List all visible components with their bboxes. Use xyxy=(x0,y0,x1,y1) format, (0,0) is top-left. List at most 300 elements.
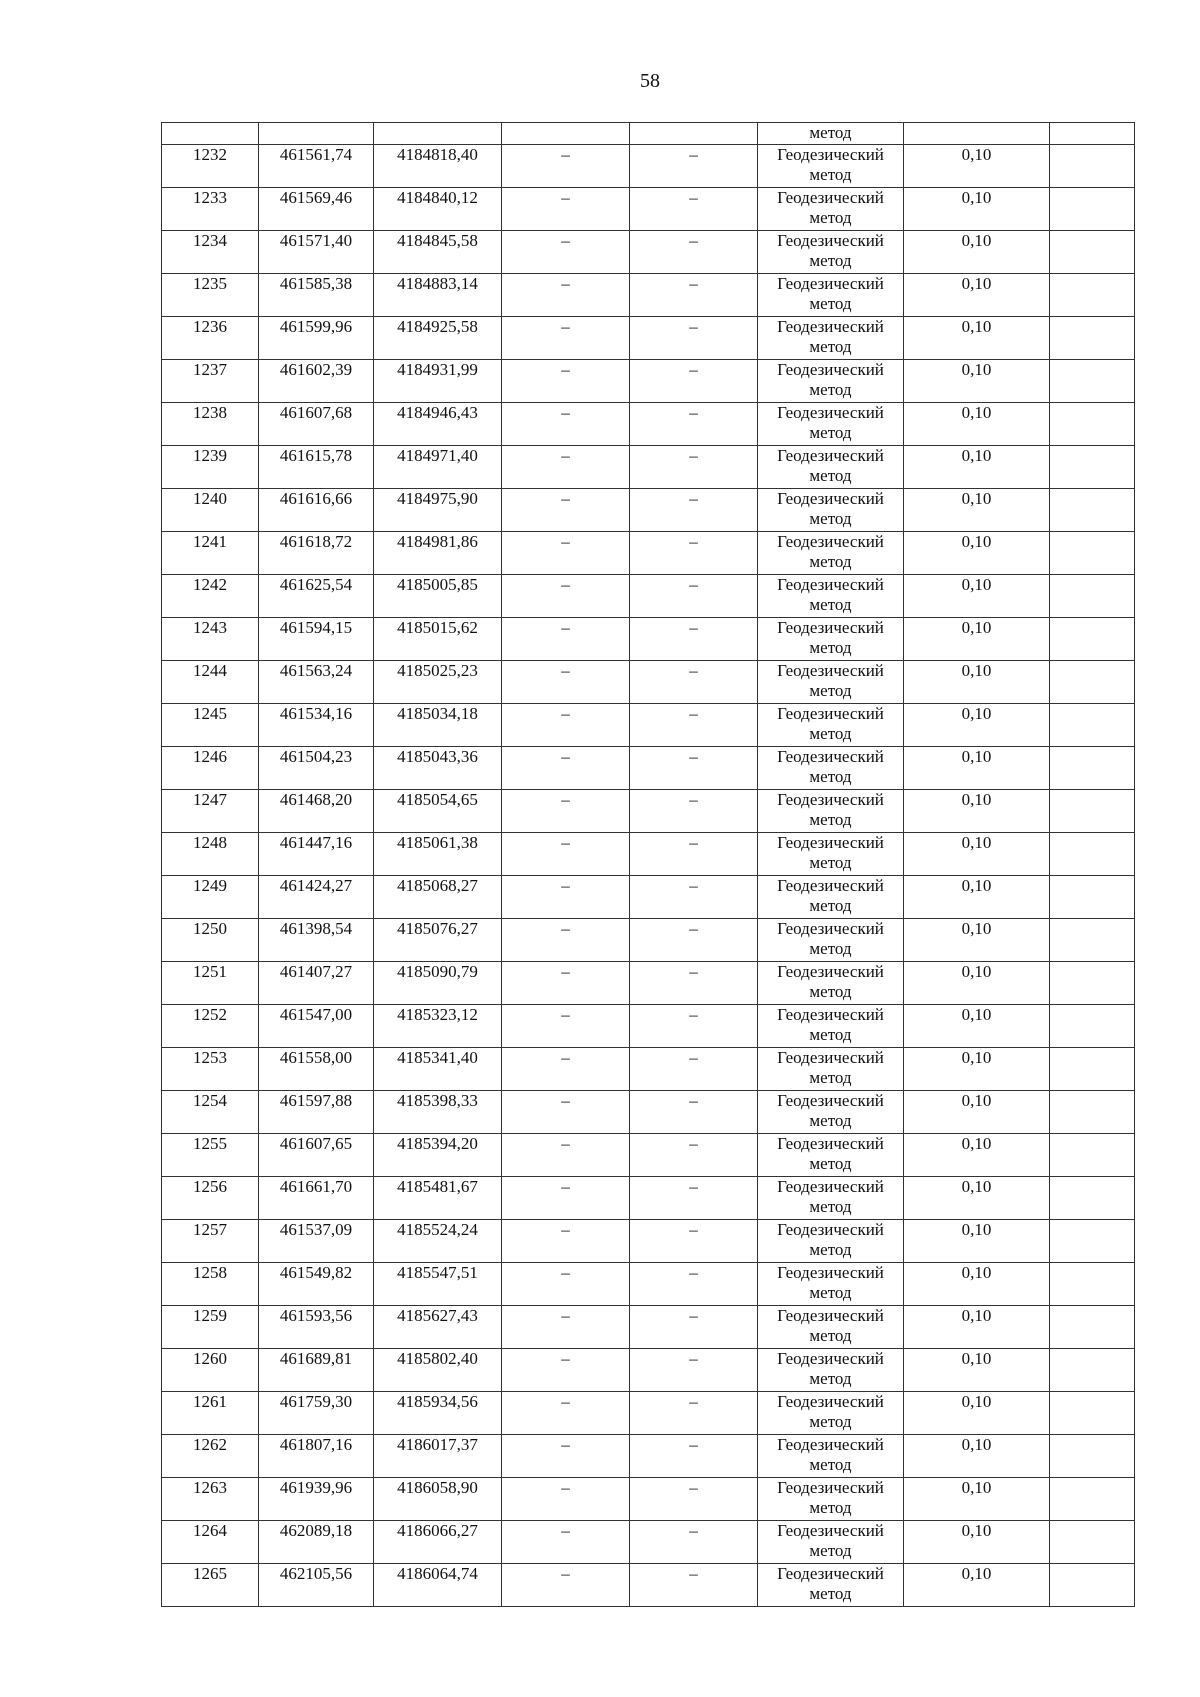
cell-empty xyxy=(1050,704,1135,747)
table-row xyxy=(162,1091,1135,1134)
cell-y-coordinate: 4185090,79 xyxy=(374,962,502,1005)
cell-point-number: 1260 xyxy=(162,1349,259,1392)
method-line2: метод xyxy=(809,1412,852,1431)
cell-y-coordinate: 4185034,18 xyxy=(374,704,502,747)
cell-x-coordinate: 461593,56 xyxy=(259,1306,374,1349)
cell-accuracy: 0,10 xyxy=(904,1349,1050,1392)
cell-y-coordinate: 4186058,90 xyxy=(374,1478,502,1521)
cell-col5: – xyxy=(630,1349,758,1392)
cell-col4: – xyxy=(502,145,630,188)
cell-method xyxy=(758,274,904,317)
cell-accuracy: 0,10 xyxy=(904,1564,1050,1607)
cell-empty xyxy=(1050,833,1135,876)
cell-x-coordinate: 461585,38 xyxy=(259,274,374,317)
method-line1: Геодезический xyxy=(777,1091,884,1110)
cell-empty xyxy=(1050,790,1135,833)
method-line2: метод xyxy=(809,466,852,485)
cell-col5: – xyxy=(630,446,758,489)
cell-y-coordinate: 4185547,51 xyxy=(374,1263,502,1306)
cell-accuracy: 0,10 xyxy=(904,747,1050,790)
cell-method xyxy=(758,532,904,575)
cell-point-number: 1253 xyxy=(162,1048,259,1091)
table-row xyxy=(162,962,1135,1005)
cell-method xyxy=(758,1048,904,1091)
table-row xyxy=(162,876,1135,919)
table-row xyxy=(162,1564,1135,1607)
cell-col4: – xyxy=(502,575,630,618)
table-row xyxy=(162,833,1135,876)
cell-point-number: 1234 xyxy=(162,231,259,274)
cell-y-coordinate: 4185061,38 xyxy=(374,833,502,876)
cell-empty xyxy=(1050,1521,1135,1564)
method-line2: метод xyxy=(809,1068,852,1087)
table-row xyxy=(162,231,1135,274)
cell-col5: – xyxy=(630,1521,758,1564)
cell-method xyxy=(758,1091,904,1134)
method-line1: Геодезический xyxy=(777,317,884,336)
cell-x-coordinate: 462089,18 xyxy=(259,1521,374,1564)
cell-y-coordinate: 4185627,43 xyxy=(374,1306,502,1349)
method-line2: метод xyxy=(809,1584,852,1603)
cell-empty xyxy=(1050,618,1135,661)
cell-y-coordinate: 4184818,40 xyxy=(374,145,502,188)
cell-col4: – xyxy=(502,489,630,532)
cell-col5: – xyxy=(630,575,758,618)
cell-x-coordinate: 461689,81 xyxy=(259,1349,374,1392)
cell-col4: – xyxy=(502,274,630,317)
cell-col5: – xyxy=(630,790,758,833)
method-line1: Геодезический xyxy=(777,1306,884,1325)
method-line2: метод xyxy=(809,552,852,571)
cell-x-coordinate: 461597,88 xyxy=(259,1091,374,1134)
cell-x-coordinate: 461424,27 xyxy=(259,876,374,919)
cell-method xyxy=(758,876,904,919)
method-line2: метод xyxy=(809,1541,852,1560)
cell-col5: – xyxy=(630,1134,758,1177)
table-row xyxy=(162,1306,1135,1349)
cell-col5: – xyxy=(630,403,758,446)
cell-col4: – xyxy=(502,919,630,962)
cell-y-coordinate: 4184931,99 xyxy=(374,360,502,403)
cell-x-coordinate: 461534,16 xyxy=(259,704,374,747)
cell-x-coordinate: 461547,00 xyxy=(259,1005,374,1048)
cell-accuracy: 0,10 xyxy=(904,274,1050,317)
cell-method xyxy=(758,489,904,532)
table-row xyxy=(162,747,1135,790)
cell-point-number: 1255 xyxy=(162,1134,259,1177)
cell-empty xyxy=(1050,317,1135,360)
cell-method xyxy=(758,1478,904,1521)
cell-method xyxy=(758,1435,904,1478)
cell-method xyxy=(758,360,904,403)
cell-empty xyxy=(1050,962,1135,1005)
method-line2: метод xyxy=(809,294,852,313)
cell-empty xyxy=(630,123,758,145)
cell-empty xyxy=(1050,1564,1135,1607)
table-row xyxy=(162,1263,1135,1306)
cell-accuracy: 0,10 xyxy=(904,1005,1050,1048)
cell-y-coordinate: 4186066,27 xyxy=(374,1521,502,1564)
cell-empty xyxy=(1050,747,1135,790)
cell-x-coordinate: 461549,82 xyxy=(259,1263,374,1306)
cell-x-coordinate: 461468,20 xyxy=(259,790,374,833)
cell-col5: – xyxy=(630,876,758,919)
method-line1: Геодезический xyxy=(777,1521,884,1540)
cell-accuracy: 0,10 xyxy=(904,1177,1050,1220)
cell-y-coordinate: 4185802,40 xyxy=(374,1349,502,1392)
method-line1: Геодезический xyxy=(777,1478,884,1497)
method-line2: метод xyxy=(809,767,852,786)
cell-empty xyxy=(1050,1220,1135,1263)
method-line1: Геодезический xyxy=(777,446,884,465)
method-line2: метод xyxy=(809,337,852,356)
method-line1: Геодезический xyxy=(777,661,884,680)
cell-y-coordinate: 4185481,67 xyxy=(374,1177,502,1220)
cell-empty xyxy=(1050,1005,1135,1048)
method-line2: метод xyxy=(809,853,852,872)
table-row xyxy=(162,1435,1135,1478)
cell-point-number: 1263 xyxy=(162,1478,259,1521)
cell-col4: – xyxy=(502,532,630,575)
cell-method xyxy=(758,231,904,274)
cell-empty xyxy=(1050,1048,1135,1091)
cell-col4: – xyxy=(502,1521,630,1564)
cell-y-coordinate: 4185398,33 xyxy=(374,1091,502,1134)
method-line1: Геодезический xyxy=(777,1392,884,1411)
cell-point-number: 1232 xyxy=(162,145,259,188)
cell-col5: – xyxy=(630,360,758,403)
method-line1: Геодезический xyxy=(777,403,884,422)
cell-col5: – xyxy=(630,661,758,704)
cell-empty xyxy=(904,123,1050,145)
cell-col4: – xyxy=(502,317,630,360)
cell-col4: – xyxy=(502,1048,630,1091)
cell-point-number: 1246 xyxy=(162,747,259,790)
cell-accuracy: 0,10 xyxy=(904,1306,1050,1349)
method-line1: Геодезический xyxy=(777,575,884,594)
cell-point-number: 1249 xyxy=(162,876,259,919)
cell-method xyxy=(758,618,904,661)
cell-point-number: 1247 xyxy=(162,790,259,833)
cell-empty xyxy=(1050,876,1135,919)
cell-accuracy: 0,10 xyxy=(904,446,1050,489)
table-row xyxy=(162,145,1135,188)
method-line2: метод xyxy=(809,423,852,442)
cell-accuracy: 0,10 xyxy=(904,1048,1050,1091)
cell-point-number: 1261 xyxy=(162,1392,259,1435)
cell-x-coordinate: 461607,65 xyxy=(259,1134,374,1177)
method-line2: метод xyxy=(809,1283,852,1302)
cell-col4: – xyxy=(502,360,630,403)
cell-x-coordinate: 461504,23 xyxy=(259,747,374,790)
cell-accuracy: 0,10 xyxy=(904,1263,1050,1306)
table-row xyxy=(162,274,1135,317)
cell-col5: – xyxy=(630,188,758,231)
cell-col5: – xyxy=(630,145,758,188)
method-line1: Геодезический xyxy=(777,747,884,766)
cell-col4: – xyxy=(502,403,630,446)
cell-y-coordinate: 4185025,23 xyxy=(374,661,502,704)
cell-point-number: 1241 xyxy=(162,532,259,575)
cell-col4: – xyxy=(502,618,630,661)
table-row xyxy=(162,618,1135,661)
cell-col4: – xyxy=(502,704,630,747)
cell-col4: – xyxy=(502,833,630,876)
cell-col5: – xyxy=(630,1392,758,1435)
cell-col5: – xyxy=(630,1048,758,1091)
cell-accuracy: 0,10 xyxy=(904,317,1050,360)
cell-x-coordinate: 461602,39 xyxy=(259,360,374,403)
cell-accuracy: 0,10 xyxy=(904,1435,1050,1478)
cell-col4: – xyxy=(502,231,630,274)
cell-accuracy: 0,10 xyxy=(904,532,1050,575)
cell-method xyxy=(758,188,904,231)
cell-empty xyxy=(1050,360,1135,403)
cell-y-coordinate: 4184883,14 xyxy=(374,274,502,317)
cell-x-coordinate: 461616,66 xyxy=(259,489,374,532)
cell-x-coordinate: 461615,78 xyxy=(259,446,374,489)
method-line1: Геодезический xyxy=(777,1220,884,1239)
cell-method xyxy=(758,1177,904,1220)
cell-accuracy: 0,10 xyxy=(904,188,1050,231)
table-row xyxy=(162,1177,1135,1220)
cell-y-coordinate: 4185323,12 xyxy=(374,1005,502,1048)
cell-col4: – xyxy=(502,188,630,231)
table-row xyxy=(162,1349,1135,1392)
cell-accuracy: 0,10 xyxy=(904,790,1050,833)
method-line2: метод xyxy=(809,251,852,270)
cell-method xyxy=(758,1134,904,1177)
method-line1: Геодезический xyxy=(777,1435,884,1454)
cell-point-number: 1236 xyxy=(162,317,259,360)
cell-x-coordinate: 461625,54 xyxy=(259,575,374,618)
cell-point-number: 1233 xyxy=(162,188,259,231)
method-line2: метод xyxy=(809,982,852,1001)
cell-method xyxy=(758,747,904,790)
cell-accuracy: 0,10 xyxy=(904,1091,1050,1134)
cell-y-coordinate: 4185076,27 xyxy=(374,919,502,962)
cell-empty xyxy=(1050,661,1135,704)
cell-x-coordinate: 461599,96 xyxy=(259,317,374,360)
cell-method xyxy=(758,1349,904,1392)
cell-y-coordinate: 4184971,40 xyxy=(374,446,502,489)
method-line2: метод xyxy=(809,1455,852,1474)
method-line1: Геодезический xyxy=(777,1048,884,1067)
cell-empty xyxy=(1050,123,1135,145)
method-line2: метод xyxy=(809,1369,852,1388)
method-line2: метод xyxy=(809,1025,852,1044)
cell-col4: – xyxy=(502,1349,630,1392)
cell-method xyxy=(758,1005,904,1048)
cell-accuracy: 0,10 xyxy=(904,1521,1050,1564)
cell-col5: – xyxy=(630,231,758,274)
cell-y-coordinate: 4185524,24 xyxy=(374,1220,502,1263)
cell-method xyxy=(758,403,904,446)
cell-empty xyxy=(1050,403,1135,446)
cell-point-number: 1250 xyxy=(162,919,259,962)
cell-col5: – xyxy=(630,1091,758,1134)
table-row xyxy=(162,1478,1135,1521)
cell-y-coordinate: 4185341,40 xyxy=(374,1048,502,1091)
table-row xyxy=(162,919,1135,962)
cell-y-coordinate: 4184975,90 xyxy=(374,489,502,532)
method-line1: Геодезический xyxy=(777,1263,884,1282)
method-line2: метод xyxy=(809,1240,852,1259)
cell-method xyxy=(758,446,904,489)
cell-col5: – xyxy=(630,747,758,790)
cell-point-number: 1265 xyxy=(162,1564,259,1607)
cell-x-coordinate: 461398,54 xyxy=(259,919,374,962)
cell-col5: – xyxy=(630,317,758,360)
cell-point-number: 1242 xyxy=(162,575,259,618)
cell-accuracy: 0,10 xyxy=(904,360,1050,403)
cell-col5: – xyxy=(630,532,758,575)
cell-y-coordinate: 4186017,37 xyxy=(374,1435,502,1478)
method-line1: Геодезический xyxy=(777,360,884,379)
method-line1: Геодезический xyxy=(777,489,884,508)
cell-x-coordinate: 461939,96 xyxy=(259,1478,374,1521)
cell-empty xyxy=(1050,1349,1135,1392)
cell-empty xyxy=(1050,1177,1135,1220)
cell-y-coordinate: 4185015,62 xyxy=(374,618,502,661)
cell-accuracy: 0,10 xyxy=(904,1478,1050,1521)
method-line1: Геодезический xyxy=(777,1564,884,1583)
cell-col4: – xyxy=(502,1564,630,1607)
cell-method-continued: метод xyxy=(758,123,904,145)
cell-point-number: 1258 xyxy=(162,1263,259,1306)
table-row xyxy=(162,317,1135,360)
cell-col5: – xyxy=(630,1177,758,1220)
cell-x-coordinate: 461537,09 xyxy=(259,1220,374,1263)
table-row xyxy=(162,489,1135,532)
table-row xyxy=(162,1005,1135,1048)
method-line1: Геодезический xyxy=(777,618,884,637)
table-row xyxy=(162,188,1135,231)
cell-empty xyxy=(1050,1134,1135,1177)
method-line1: Геодезический xyxy=(777,962,884,981)
table-row xyxy=(162,575,1135,618)
cell-col4: – xyxy=(502,1435,630,1478)
cell-col5: – xyxy=(630,833,758,876)
cell-col5: – xyxy=(630,1263,758,1306)
method-line1: Геодезический xyxy=(777,188,884,207)
page-number: 58 xyxy=(640,70,660,92)
table-row xyxy=(162,790,1135,833)
cell-col5: – xyxy=(630,1435,758,1478)
method-line2: метод xyxy=(809,208,852,227)
method-line2: метод xyxy=(809,939,852,958)
cell-empty xyxy=(1050,1091,1135,1134)
method-line2: метод xyxy=(809,810,852,829)
method-line1: Геодезический xyxy=(777,833,884,852)
table-row xyxy=(162,704,1135,747)
cell-col5: – xyxy=(630,704,758,747)
cell-y-coordinate: 4185005,85 xyxy=(374,575,502,618)
table-row xyxy=(162,532,1135,575)
cell-empty xyxy=(374,123,502,145)
cell-empty xyxy=(1050,919,1135,962)
cell-point-number: 1237 xyxy=(162,360,259,403)
method-line1: Геодезический xyxy=(777,274,884,293)
cell-method xyxy=(758,1521,904,1564)
table-row xyxy=(162,1220,1135,1263)
cell-x-coordinate: 461607,68 xyxy=(259,403,374,446)
method-line2: метод xyxy=(809,380,852,399)
cell-col5: – xyxy=(630,1306,758,1349)
cell-col4: – xyxy=(502,1005,630,1048)
cell-col4: – xyxy=(502,446,630,489)
coordinates-table xyxy=(161,122,1135,1607)
cell-col4: – xyxy=(502,1134,630,1177)
cell-col4: – xyxy=(502,747,630,790)
cell-col5: – xyxy=(630,1005,758,1048)
cell-empty xyxy=(1050,188,1135,231)
table-row xyxy=(162,403,1135,446)
cell-col5: – xyxy=(630,618,758,661)
method-line2: метод xyxy=(809,681,852,700)
cell-method xyxy=(758,1392,904,1435)
continuation-row xyxy=(162,123,1135,145)
cell-empty xyxy=(1050,1306,1135,1349)
method-line1: Геодезический xyxy=(777,231,884,250)
cell-x-coordinate: 461569,46 xyxy=(259,188,374,231)
cell-col4: – xyxy=(502,661,630,704)
cell-accuracy: 0,10 xyxy=(904,575,1050,618)
method-line1: Геодезический xyxy=(777,876,884,895)
cell-method xyxy=(758,1564,904,1607)
cell-point-number: 1254 xyxy=(162,1091,259,1134)
cell-y-coordinate: 4184946,43 xyxy=(374,403,502,446)
cell-empty xyxy=(1050,532,1135,575)
method-line1: Геодезический xyxy=(777,704,884,723)
cell-point-number: 1243 xyxy=(162,618,259,661)
cell-accuracy: 0,10 xyxy=(904,618,1050,661)
table-row xyxy=(162,446,1135,489)
table-row xyxy=(162,1521,1135,1564)
cell-x-coordinate: 461594,15 xyxy=(259,618,374,661)
cell-accuracy: 0,10 xyxy=(904,919,1050,962)
cell-x-coordinate: 461561,74 xyxy=(259,145,374,188)
cell-x-coordinate: 461571,40 xyxy=(259,231,374,274)
method-line2: метод xyxy=(809,896,852,915)
cell-empty xyxy=(1050,1392,1135,1435)
cell-col4: – xyxy=(502,876,630,919)
cell-col4: – xyxy=(502,1263,630,1306)
cell-y-coordinate: 4185043,36 xyxy=(374,747,502,790)
method-line2: метод xyxy=(809,1154,852,1173)
cell-y-coordinate: 4184840,12 xyxy=(374,188,502,231)
cell-y-coordinate: 4185394,20 xyxy=(374,1134,502,1177)
cell-y-coordinate: 4185068,27 xyxy=(374,876,502,919)
method-line2: метод xyxy=(809,1498,852,1517)
cell-accuracy: 0,10 xyxy=(904,145,1050,188)
cell-point-number: 1244 xyxy=(162,661,259,704)
cell-col4: – xyxy=(502,1306,630,1349)
cell-col4: – xyxy=(502,1220,630,1263)
cell-method xyxy=(758,790,904,833)
cell-method xyxy=(758,833,904,876)
cell-accuracy: 0,10 xyxy=(904,231,1050,274)
cell-empty xyxy=(162,123,259,145)
method-line2: метод xyxy=(809,724,852,743)
cell-y-coordinate: 4185054,65 xyxy=(374,790,502,833)
cell-col4: – xyxy=(502,1392,630,1435)
cell-point-number: 1239 xyxy=(162,446,259,489)
cell-y-coordinate: 4184845,58 xyxy=(374,231,502,274)
method-line1: Геодезический xyxy=(777,1134,884,1153)
cell-method xyxy=(758,1306,904,1349)
cell-empty xyxy=(502,123,630,145)
